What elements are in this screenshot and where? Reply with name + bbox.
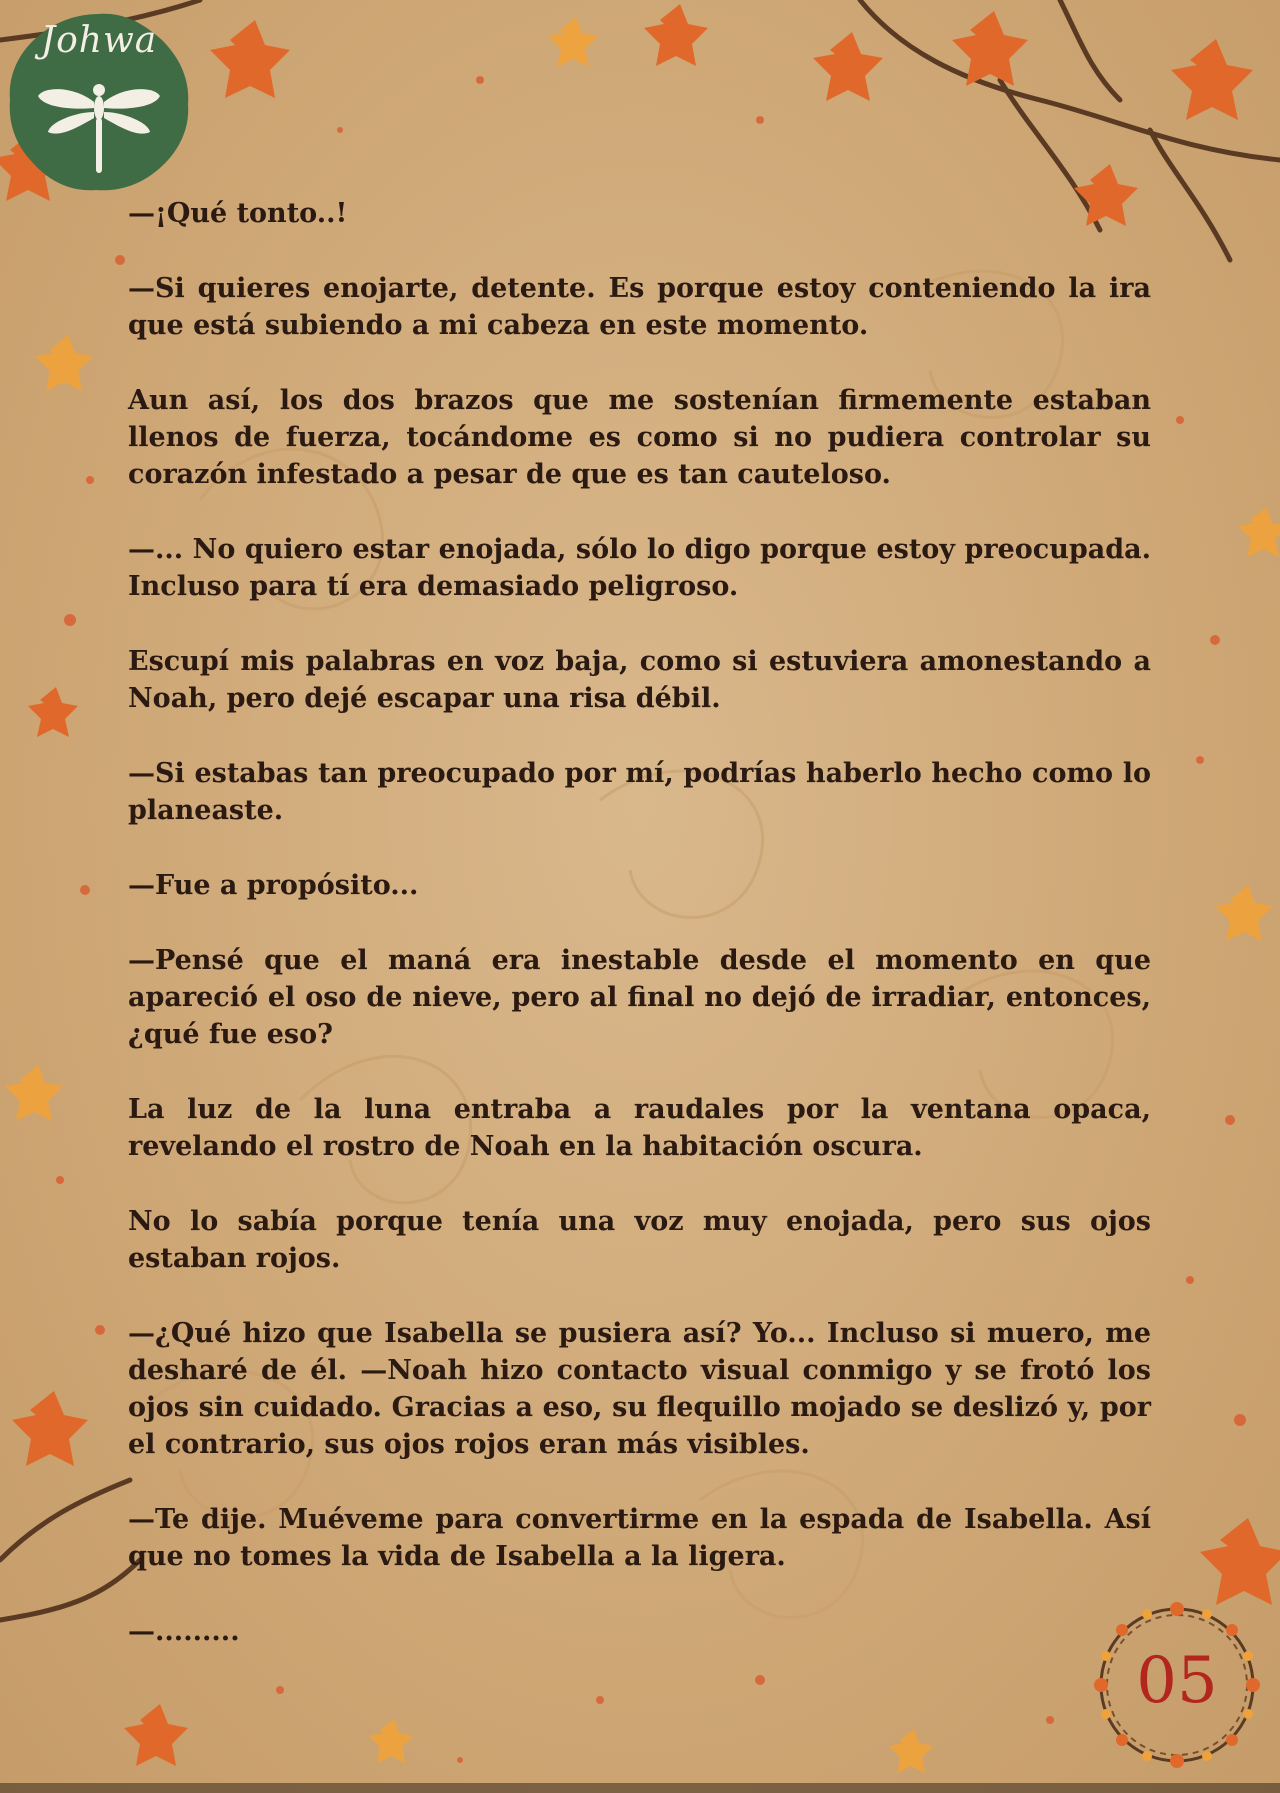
paragraph: Aun así, los dos brazos que me sostenían firmemente estaban llenos de fuerza, tocándome es como si no pudiera controlar su corazón infestado a pesar de que es tan cauteloso. [128, 385, 1151, 490]
paragraph: —¿Qué hizo que Isabella se pusiera así? Yo... Incluso si muero, me desharé de él. —Noah hizo contacto visual conmigo y se frotó los ojos sin cuidado. Gracias a eso, su flequillo mojado se deslizó y, por el contrario, sus ojos rojos eran más visibles. [128, 1318, 1151, 1460]
paragraph: —......... [128, 1616, 240, 1647]
paragraph: —Si quieres enojarte, detente. Es porque estoy conteniendo la ira que está subiendo a mi cabeza en este momento. [128, 273, 1151, 341]
paragraph: —Fue a propósito... [128, 870, 419, 901]
johwa-logo [4, 6, 194, 196]
dragonfly-icon [34, 78, 164, 178]
page-number: 05 [1136, 1644, 1218, 1718]
paragraph: —Pensé que el maná era inestable desde el momento en que apareció el oso de nieve, pero al final no dejó de irradiar, entonces, ¿qué fue eso? [128, 945, 1151, 1050]
paragraph: —¡Qué tonto..! [128, 198, 348, 229]
story-text [128, 195, 1151, 1688]
paragraph: No lo sabía porque tenía una voz muy enojada, pero sus ojos estaban rojos. [128, 1206, 1151, 1274]
paragraph: —Si estabas tan preocupado por mí, podrías haberlo hecho como lo planeaste. [128, 758, 1151, 826]
paragraph: —Te dije. Muéveme para convertirme en la espada de Isabella. Así que no tomes la vida de Isabella a la ligera. [128, 1504, 1151, 1572]
paragraph: La luz de la luna entraba a raudales por la ventana opaca, revelando el rostro de Noah en la habitación oscura. [128, 1094, 1151, 1162]
paragraph: Escupí mis palabras en voz baja, como si estuviera amonestando a Noah, pero dejé escapar una risa débil. [128, 646, 1151, 714]
logo-title: Johwa [40, 20, 158, 61]
page-number-wreath [1082, 1590, 1272, 1780]
paragraph: —... No quiero estar enojada, sólo lo digo porque estoy preocupada. Incluso para tí era demasiado peligroso. [128, 534, 1151, 602]
